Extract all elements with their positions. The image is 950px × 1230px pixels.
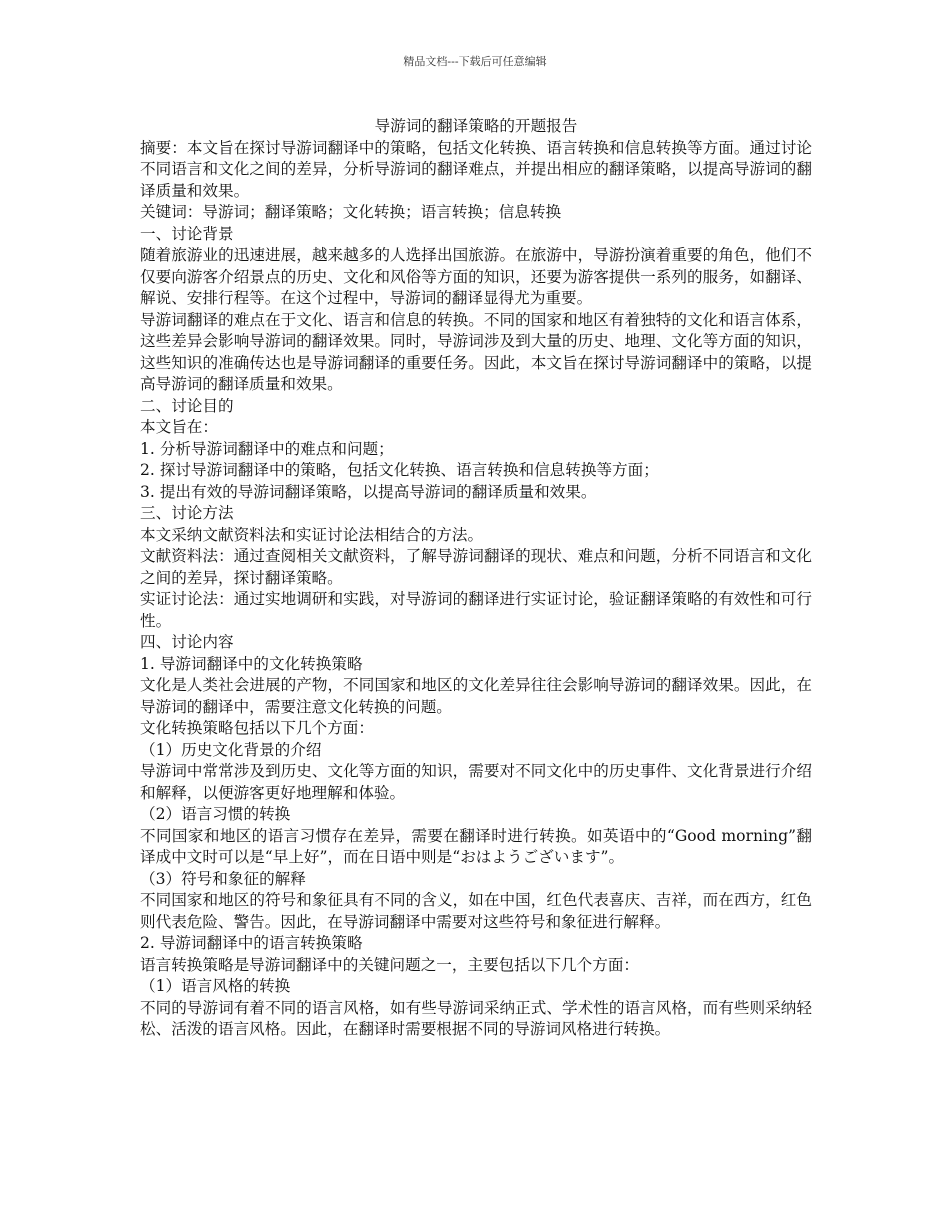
cultural-point-3-text: 不同国家和地区的符号和象征具有不同的含义，如在中国，红色代表喜庆、吉祥，而在西方，红色则代表危险、警告。因此，在导游词翻译中需要对这些符号和象征进行解释。 bbox=[140, 891, 812, 931]
abstract-paragraph: 摘要：本文旨在探讨导游词翻译中的策略，包括文化转换、语言转换和信息转换等方面。通过讨论不同语言和文化之间的差异，分析导游词的翻译难点，并提出相应的翻译策略，以提高导游词的翻译质量和效果。 bbox=[140, 138, 812, 200]
section-heading-background: 一、讨论背景 bbox=[140, 224, 234, 243]
cultural-point-2-heading: （2）语言习惯的转换 bbox=[140, 805, 291, 823]
method-literature: 文献资料法：通过查阅相关文献资料，了解导游词翻译的现状、难点和问题，分析不同语言和文化之间的差异，探讨翻译策略。 bbox=[140, 547, 812, 587]
purpose-intro: 本文旨在： bbox=[140, 418, 218, 436]
section-heading-content: 四、讨论内容 bbox=[140, 633, 234, 651]
page-header: 精品文档---下载后可任意编辑 bbox=[403, 55, 547, 68]
keywords-line: 关键词：导游词；翻译策略；文化转换；语言转换；信息转换 bbox=[140, 203, 562, 221]
section-heading-method: 三、讨论方法 bbox=[140, 504, 234, 522]
language-point-1-text: 不同的导游词有着不同的语言风格，如有些导游词采纳正式、学术性的语言风格，而有些则采纳轻松、活泼的语言风格。因此，在翻译时需要根据不同的导游词风格进行转换。 bbox=[140, 998, 812, 1038]
background-paragraph-1: 随着旅游业的迅速进展，越来越多的人选择出国旅游。在旅游中，导游扮演着重要的角色，他们不仅要向游客介绍景点的历史、文化和风俗等方面的知识，还要为游客提供一系列的服务，如翻译、解说、安排行程等。在这个过程中，导游词的翻译显得尤为重要。 bbox=[140, 246, 812, 307]
document-body bbox=[140, 116, 812, 1041]
method-intro: 本文采纳文献资料法和实证讨论法相结合的方法。 bbox=[140, 525, 484, 544]
purpose-item-2: 2. 探讨导游词翻译中的策略，包括文化转换、语言转换和信息转换等方面； bbox=[140, 461, 659, 479]
cultural-point-2-text: 不同国家和地区的语言习惯存在差异，需要在翻译时进行转换。如英语中的“Good morning”翻译成中文时可以是“早上好”，而在日语中则是“おはようございます”。 bbox=[140, 826, 812, 866]
section-heading-purpose: 二、讨论目的 bbox=[140, 396, 234, 415]
language-intro: 语言转换策略是导游词翻译中的关键问题之一，主要包括以下几个方面： bbox=[140, 955, 640, 974]
cultural-point-3-heading: （3）符号和象征的解释 bbox=[140, 869, 306, 888]
subsection-cultural: 1. 导游词翻译中的文化转换策略 bbox=[140, 654, 363, 673]
purpose-item-3: 3. 提出有效的导游词翻译策略，以提高导游词的翻译质量和效果。 bbox=[140, 482, 597, 501]
cultural-point-1-text: 导游词中常常涉及到历史、文化等方面的知识，需要对不同文化中的历史事件、文化背景进行介绍和解释，以便游客更好地理解和体验。 bbox=[140, 762, 812, 802]
cultural-intro: 文化转换策略包括以下几个方面： bbox=[140, 719, 374, 737]
cultural-paragraph: 文化是人类社会进展的产物，不同国家和地区的文化差异往往会影响导游词的翻译效果。因此，在导游词的翻译中，需要注意文化转换的问题。 bbox=[140, 676, 812, 716]
language-point-1-heading: （1）语言风格的转换 bbox=[140, 977, 291, 995]
document-title: 导游词的翻译策略的开题报告 bbox=[374, 117, 578, 135]
purpose-item-1: 1. 分析导游词翻译中的难点和问题； bbox=[140, 439, 394, 458]
cultural-point-1-heading: （1）历史文化背景的介绍 bbox=[140, 740, 322, 759]
method-empirical: 实证讨论法：通过实地调研和实践，对导游词的翻译进行实证讨论，验证翻译策略的有效性和可行性。 bbox=[140, 590, 812, 630]
background-paragraph-2: 导游词翻译的难点在于文化、语言和信息的转换。不同的国家和地区有着独特的文化和语言体系，这些差异会影响导游词的翻译效果。同时，导游词涉及到大量的历史、地理、文化等方面的知识，这些知识的准确传达也是导游词翻译的重要任务。因此，本文旨在探讨导游词翻译中的策略，以提高导游词的翻译质量和效果。 bbox=[140, 310, 812, 393]
subsection-language: 2. 导游词翻译中的语言转换策略 bbox=[140, 934, 363, 952]
